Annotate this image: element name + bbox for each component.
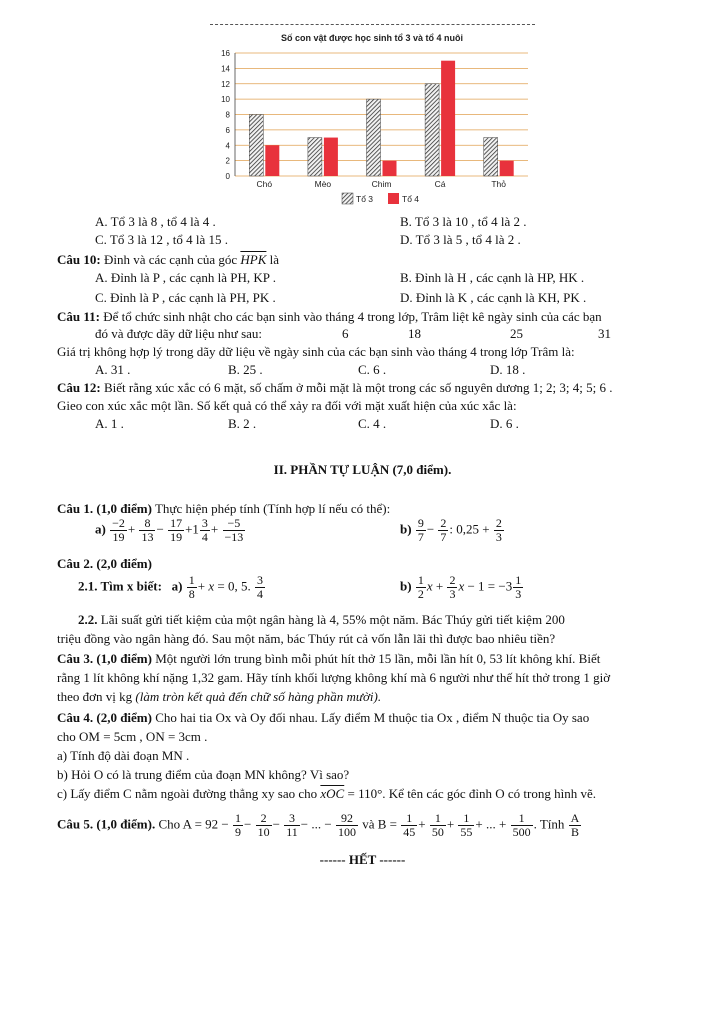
q11-value-4: 31 [598,326,611,341]
bar-2-4 [441,61,455,176]
c2-2-text2: triệu đồng vào ngân hàng đó. Sau một năm, bác Thúy rút cả vốn lẫn lãi thì được bao nhiêu tiền? [57,631,556,646]
q12-stem-1 [57,380,613,396]
q10-option-b: B. Đỉnh là H , các cạnh là HP, HK . [400,270,585,285]
q12-text2: Gieo con xúc xắc một lần. Số kết quả có thể xảy ra đối với mặt xuất hiện của xúc xắc là: [57,398,517,413]
q9-option-a: A. Tổ 3 là 8 , tổ 4 là 4 . [95,214,216,229]
c4-angle: $\overline{xOC}$ [320,786,345,801]
q11-value-1: 6 [342,326,349,341]
c4-part-c [57,786,596,802]
x-tick-label: Mèo [314,179,332,189]
c2-2-line1 [78,612,565,628]
c1-expr-b: b) $\frac{9}{7}$ − $\frac{2}{7}$ : 0,25 + $\frac{2}{3}$ [400,516,502,544]
c3-text2: rằng 1 lít không khí nặng 1,32 gam. Hãy tính khối lượng không khí mà 6 người như thế hít thở trong 1 giờ [57,670,611,685]
q11-text3: Giá trị không hợp lý trong dãy dữ liệu về ngày sinh của các bạn sinh vào tháng 4 trong lớp Trâm là: [57,344,575,359]
q9-option-d: D. Tổ 3 là 5 , tổ 4 là 2 . [400,232,521,247]
bar-1-5 [484,138,498,176]
c4-text2: cho OM = 5cm , ON = 3cm . [57,729,208,744]
c4-line1 [57,710,589,726]
c5-line: Câu 5. (1,0 điểm). Cho A = 92 − $\frac{1}{9}$ − $\frac{2}{10}$ − $\frac{3}{11}$ − ... − $\frac{92}{100}$ và B = $\frac{1}{45}$ + $\frac{1}{50}$ + $\frac{1}{55}$ + ... + $\frac{1}{500}$ . Tính $\frac{A}{B}$ [57,811,580,839]
c3-text1: Một người lớn trung bình mỗi phút hít thở 15 lần, mỗi lần hít 0, 53 lít không khí. Biết [155,651,601,666]
chart-title: Số con vật được học sinh tổ 3 và tổ 4 nuôi [281,33,463,43]
y-tick-label: 8 [225,110,230,120]
c3-line3 [57,689,381,705]
q11-stem-1 [57,309,602,325]
q12-option-b: B. 2 . [228,416,257,431]
c1-stem [57,501,390,517]
c4-label: Câu 4. (2,0 điểm) [57,710,152,725]
c2-1-text: 2.1. Tìm x biết: [78,578,162,594]
y-tick-label: 10 [221,95,230,105]
q12-option-d: D. 6 . [490,416,519,431]
q12-text1: Biết rằng xúc xắc có 6 mặt, số chấm ở mỗi mặt là một trong các số nguyên dương 1; 2; 3; 4; 5; 6 . [103,380,613,395]
q10-option-a: A. Đỉnh là P , các cạnh là PH, KP . [95,270,277,285]
q11-value-3: 25 [510,326,523,341]
q9-option-c: C. Tổ 3 là 12 , tổ 4 là 15 . [95,232,229,247]
legend-swatch [342,193,353,204]
c3-text3-italic: (làm tròn kết quả đến chữ số hàng phần mười). [135,689,382,704]
c3-line1 [57,651,600,667]
end-marker: ------ HẾT ------ [319,852,406,867]
q11-option-a: A. 31 . [95,362,131,377]
y-tick-label: 0 [225,172,230,181]
bar-chart-svg [210,25,535,211]
c1-text: Thực hiện phép tính (Tính hợp lí nếu có thể): [154,501,391,516]
c4-c1: c) Lấy điểm C nằm ngoài đường thẳng xy sao cho [57,786,318,801]
legend-swatch [388,193,399,204]
c2-1: 2.1. Tìm x biết: a) $\frac{1}{8}$ + x = 0, 5. $\frac{3}{4}$ [78,573,263,601]
y-tick-label: 4 [225,141,230,151]
c5-label: Câu 5. (1,0 điểm). [57,816,156,832]
q10-text-end: là [269,252,280,267]
c4-c2: = 110°. Kể tên các góc đỉnh O có trong hình vẽ. [347,786,596,801]
bar-2-5 [500,161,514,176]
x-tick-label: Cá [434,179,446,189]
y-tick-label: 12 [221,79,230,89]
x-tick-label: Chó [256,179,273,189]
q11-label: Câu 11: [57,309,100,324]
q10-option-d: D. Đỉnh là K , các cạnh là KH, PK . [400,290,587,305]
c5-cho: Cho A = 92 − [158,816,229,832]
legend-label: Tổ 3 [356,194,374,204]
x-tick-label: Chim [371,179,392,189]
q10-option-c: C. Đỉnh là P , các cạnh là PH, PK . [95,290,276,305]
part2-title: II. PHẦN TỰ LUẬN (7,0 điểm). [273,462,452,477]
c3-text3: theo đơn vị kg [57,689,133,704]
q11-option-c: C. 6 . [358,362,387,377]
q10-angle: $\overline{HPK}$ [240,252,267,267]
y-tick-label: 14 [221,64,230,74]
bar-2-1 [265,145,279,176]
y-tick-label: 16 [221,49,230,58]
q10-text: Đỉnh và các cạnh của góc [103,252,238,267]
q12-label: Câu 12: [57,380,101,395]
q10-stem [57,252,279,268]
c2-2-text1: Lãi suất gửi tiết kiệm của một ngân hàng là 4, 55% một năm. Bác Thúy gửi tiết kiệm 200 [100,612,565,627]
c2-1-b: b) $\frac{1}{2}$ x + $\frac{2}{3}$ x − 1 = −3 $\frac{1}{3}$ [400,573,522,601]
c4-text1: Cho hai tia Ox và Oy đối nhau. Lấy điểm M thuộc tia Ox , điểm N thuộc tia Oy sao [155,710,590,725]
q11-value-2: 18 [408,326,421,341]
c4-part-b: b) Hỏi O có là trung điểm của đoạn MN không? Vì sao? [57,767,350,782]
bar-1-4 [425,84,439,176]
c2-2-label: 2.2. [78,612,98,627]
c5-va: và B = [362,816,397,832]
y-tick-label: 2 [225,156,230,166]
c3-label: Câu 3. (1,0 điểm) [57,651,152,666]
q12-option-c: C. 4 . [358,416,387,431]
bar-1-2 [308,138,322,176]
bar-chart [210,24,535,211]
q10-label: Câu 10: [57,252,101,267]
c1-expr-a: a) $\frac{-2}{19}$ + $\frac{8}{13}$ − $\frac{17}{19}$ +1 $\frac{3}{4}$ + $\frac{-5}{-13}$ [95,516,244,544]
bar-2-2 [324,138,338,176]
q11-text2: đó và được dãy dữ liệu như sau: [95,326,263,341]
legend-label: Tổ 4 [402,194,420,204]
c1-label: Câu 1. (1,0 điểm) [57,501,152,516]
c5-tinh: . Tính [533,816,565,832]
q9-option-b: B. Tổ 3 là 10 , tổ 4 là 2 . [400,214,527,229]
bar-2-3 [383,161,397,176]
q11-option-b: B. 25 . [228,362,263,377]
c4-part-a: a) Tính độ dài đoạn MN . [57,748,190,763]
q11-text1: Để tổ chức sinh nhật cho các bạn sinh vào tháng 4 trong lớp, Trâm liệt kê ngày sinh của các bạn [103,309,602,324]
y-tick-label: 6 [225,125,230,135]
bar-1-3 [367,99,381,176]
c2-label: Câu 2. (2,0 điểm) [57,556,152,571]
bar-1-1 [249,115,263,177]
q12-option-a: A. 1 . [95,416,124,431]
q11-option-d: D. 18 . [490,362,526,377]
x-tick-label: Thỏ [491,179,507,189]
